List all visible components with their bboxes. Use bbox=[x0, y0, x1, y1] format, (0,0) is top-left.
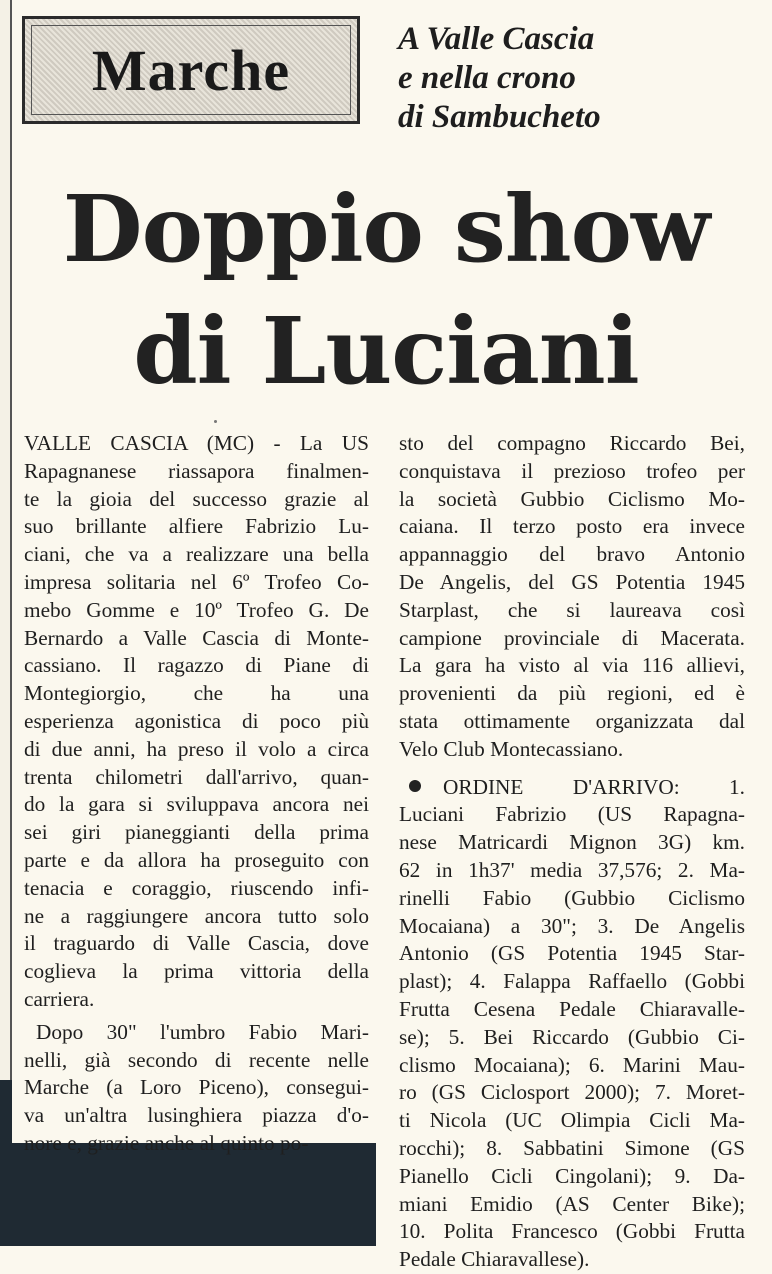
text-line: sei giri pianeggianti della prima bbox=[24, 820, 369, 845]
text-line: clismo Mocaiana); 6. Marini Mau- bbox=[399, 1052, 745, 1077]
article-paragraph bbox=[399, 430, 745, 764]
results-paragraph bbox=[399, 774, 745, 1274]
text-line: conquistava il prezioso trofeo per bbox=[399, 458, 745, 483]
text-line: Mocaiana) a 30"; 3. De Angelis bbox=[399, 913, 745, 938]
text-line: Dopo 30" l'umbro Fabio Mari- bbox=[36, 1019, 369, 1044]
text-line: te la gioia del successo grazie al bbox=[24, 486, 369, 511]
text-line: 62 in 1h37' media 37,576; 2. Ma- bbox=[399, 857, 745, 882]
background-edge bbox=[0, 1080, 12, 1143]
text-line: parte e da allora ha proseguito con bbox=[24, 847, 369, 872]
text-line: la società Gubbio Ciclismo Mo- bbox=[399, 486, 745, 511]
text-line: 10. Polita Francesco (Gobbi Frutta bbox=[399, 1219, 745, 1244]
text-line: nese Matricardi Mignon 3G) km. bbox=[399, 830, 745, 855]
text-line: suo brillante alfiere Fabrizio Lu- bbox=[24, 514, 369, 539]
text-line: coglieva la prima vittoria della bbox=[24, 959, 369, 984]
section-label: Marche bbox=[91, 37, 291, 103]
text-line: ro (GS Ciclosport 2000); 7. Moret- bbox=[399, 1080, 745, 1105]
text-line: Velo Club Montecassiano. bbox=[399, 736, 624, 761]
headline-line: Doppio show bbox=[62, 175, 710, 283]
text-line bbox=[399, 774, 745, 802]
text-line: rinelli Fabio (Gubbio Ciclismo bbox=[399, 885, 745, 910]
text-line: di due anni, ha preso il volo a circa bbox=[24, 736, 369, 761]
text-line: trenta chilometri dall'arrivo, quan- bbox=[24, 764, 369, 789]
text-line: cassiano. Il ragazzo di Piane di bbox=[24, 653, 369, 678]
headline bbox=[0, 168, 772, 412]
text-line: caiana. Il terzo posto era invece bbox=[399, 514, 745, 539]
text-line: impresa solitaria nel 6º Trofeo Co- bbox=[24, 569, 369, 594]
text-line-content: ORDINE D'ARRIVO: 1. bbox=[443, 774, 745, 799]
text-line: Pianello Cicli Cingolani); 9. Da- bbox=[399, 1163, 745, 1188]
text-line: ne a raggiungere ancora tutto solo bbox=[24, 903, 369, 928]
article-paragraph bbox=[24, 1019, 369, 1158]
text-line: Rapagnanese riassapora finalmen- bbox=[24, 458, 369, 483]
background-corner bbox=[0, 1143, 376, 1246]
text-line: plast); 4. Falappa Raffaello (Gobbi bbox=[399, 969, 745, 994]
text-line: ciani, che va a realizzare una bella bbox=[24, 542, 369, 567]
text-line: Starplast, che si laureava così bbox=[399, 597, 745, 622]
headline-line: di Luciani bbox=[133, 297, 639, 405]
text-line: De Angelis, del GS Potentia 1945 bbox=[399, 569, 745, 594]
text-line: nelli, già secondo di recente nelle bbox=[24, 1047, 369, 1072]
subtitle-line: e nella crono bbox=[398, 60, 576, 96]
text-line: appannaggio del bravo Antonio bbox=[399, 542, 745, 567]
page-edge bbox=[0, 0, 12, 1080]
subtitle bbox=[398, 20, 758, 137]
text-line: ti Nicola (UC Olimpia Cicli Ma- bbox=[399, 1108, 745, 1133]
article-column-left bbox=[24, 430, 369, 1158]
text-line: esperienza agonistica di poco più bbox=[24, 708, 369, 733]
text-line: mebo Gomme e 10º Trofeo G. De bbox=[24, 597, 369, 622]
text-line: stata ottimamente organizzata dal bbox=[399, 708, 745, 733]
text-line: Bernardo a Valle Cascia di Monte- bbox=[24, 625, 369, 650]
text-line: rocchi); 8. Sabbatini Simone (GS bbox=[399, 1135, 745, 1160]
text-line: La gara ha visto al via 116 allievi, bbox=[399, 653, 745, 678]
text-line: Antonio (GS Potentia 1945 Star- bbox=[399, 941, 745, 966]
text-line: provenienti da più regioni, ed è bbox=[399, 681, 745, 706]
text-line: va un'altra lusinghiera piazza d'o- bbox=[24, 1103, 369, 1128]
text-line: se); 5. Bei Riccardo (Gubbio Ci- bbox=[399, 1024, 745, 1049]
text-line: Marche (a Loro Piceno), consegui- bbox=[24, 1075, 369, 1100]
article-column-right bbox=[399, 430, 745, 1274]
text-line: sto del compagno Riccardo Bei, bbox=[399, 431, 745, 455]
text-line: Pedale Chiaravallese). bbox=[399, 1247, 590, 1272]
text-line: carriera. bbox=[24, 986, 95, 1011]
text-line: nore e, grazie anche al quinto po- bbox=[24, 1130, 309, 1155]
bullet-icon bbox=[409, 780, 421, 792]
article-paragraph bbox=[24, 430, 369, 1014]
text-line: campione provinciale di Macerata. bbox=[399, 625, 745, 650]
text-line: miani Emidio (AS Center Bike); bbox=[399, 1191, 745, 1216]
subtitle-line: di Sambucheto bbox=[398, 99, 601, 135]
text-line: VALLE CASCIA (MC) - La US bbox=[24, 431, 369, 455]
subtitle-line: A Valle Cascia bbox=[398, 21, 595, 57]
text-line: Frutta Cesena Pedale Chiaravalle- bbox=[399, 996, 745, 1021]
text-line: Montegiorgio, che ha una bbox=[24, 681, 369, 706]
text-line: il traguardo di Valle Cascia, dove bbox=[24, 931, 369, 956]
text-line: tenacia e coraggio, riuscendo infi- bbox=[24, 875, 369, 900]
text-line: Luciani Fabrizio (US Rapagna- bbox=[399, 802, 745, 827]
print-speck bbox=[214, 420, 217, 423]
section-label-box bbox=[22, 16, 360, 124]
text-line: do la gara si sviluppava ancora nei bbox=[24, 792, 369, 817]
